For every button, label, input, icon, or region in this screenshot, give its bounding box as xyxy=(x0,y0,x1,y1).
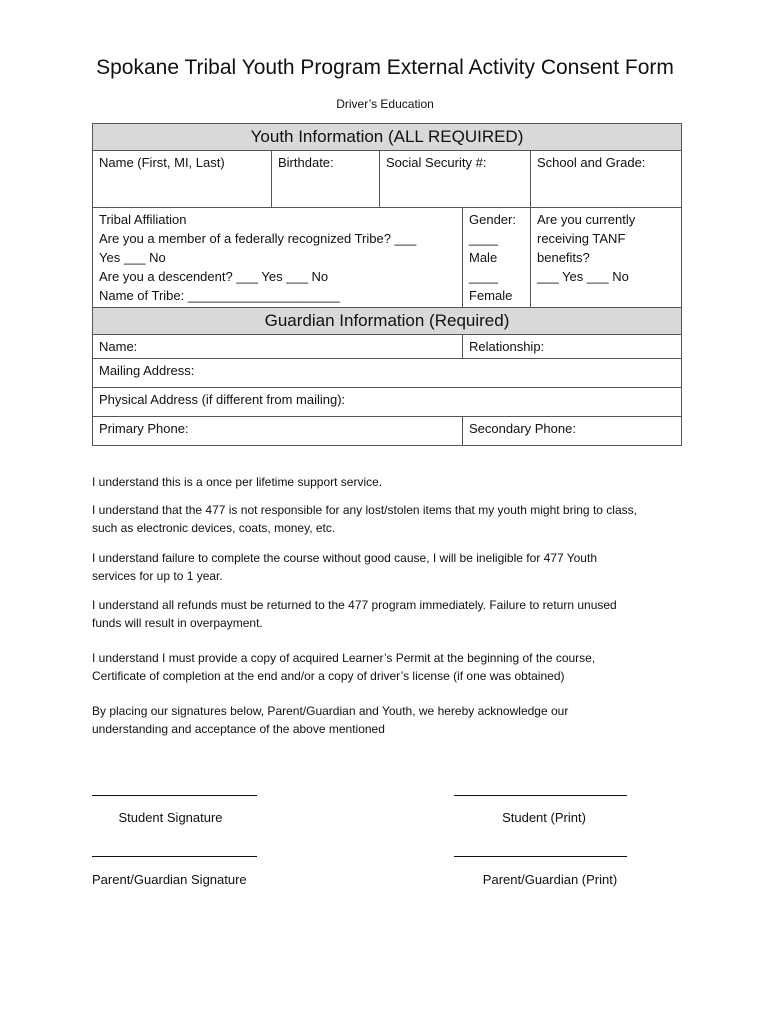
statement-acknowledgement xyxy=(92,702,692,738)
physical-address-field[interactable] xyxy=(93,388,682,417)
gender-female-option: ____ Female xyxy=(469,269,513,303)
student-signature-line[interactable] xyxy=(92,795,257,796)
statement-lifetime xyxy=(92,473,692,491)
statement-line: funds will result in overpayment. xyxy=(92,616,263,630)
ssn-label: Social Security #: xyxy=(386,155,487,170)
youth-information-header: Youth Information (ALL REQUIRED) xyxy=(93,124,682,151)
secondary-phone-field[interactable] xyxy=(463,417,682,446)
guardian-signature-label: Parent/Guardian Signature xyxy=(92,872,247,887)
tanf-options: ___ Yes ___ No xyxy=(537,269,629,284)
member-question: Are you a member of a federally recognized Tribe? ___ xyxy=(99,231,417,246)
gender-male-option: ____ Male xyxy=(469,231,498,265)
secondary-phone-label: Secondary Phone: xyxy=(469,421,576,436)
gender-label: Gender: xyxy=(469,212,516,227)
tribal-affiliation-field[interactable] xyxy=(93,208,463,308)
tanf-question-line-2: receiving TANF xyxy=(537,231,626,246)
member-options: Yes ___ No xyxy=(99,250,166,265)
statement-line: I understand all refunds must be returned to the 477 program immediately. Failure to return unused xyxy=(92,598,617,612)
statement-line: I understand I must provide a copy of acquired Learner’s Permit at the beginning of the course, xyxy=(92,651,596,665)
relationship-label: Relationship: xyxy=(469,339,545,354)
relationship-field[interactable] xyxy=(463,335,682,359)
guardian-information-header: Guardian Information (Required) xyxy=(93,308,682,335)
statement-permit xyxy=(92,649,692,685)
statement-line: I understand that the 477 is not responsible for any lost/stolen items that my youth might bring to class, xyxy=(92,503,637,517)
statement-line: I understand this is a once per lifetime support service. xyxy=(92,475,383,489)
statement-line: Certificate of completion at the end and/or a copy of driver’s license (if one was obtained) xyxy=(92,669,565,683)
statement-line: understanding and acceptance of the above mentioned xyxy=(92,722,385,736)
statement-lost-items xyxy=(92,501,692,537)
primary-phone-field[interactable] xyxy=(93,417,463,446)
tribe-name-line: Name of Tribe: _____________________ xyxy=(99,288,340,303)
guardian-signature-line[interactable] xyxy=(92,856,257,857)
school-grade-field[interactable] xyxy=(531,151,682,208)
ssn-field[interactable] xyxy=(380,151,531,208)
form-subtitle: Driver’s Education xyxy=(336,97,434,111)
tanf-question-line-3: benefits? xyxy=(537,250,590,265)
form-title: Spokane Tribal Youth Program External Activity Consent Form xyxy=(96,56,674,79)
mailing-address-field[interactable] xyxy=(93,359,682,388)
statement-line: I understand failure to complete the course without good cause, I will be ineligible for 477 Youth xyxy=(92,551,597,565)
guardian-name-field[interactable] xyxy=(93,335,463,359)
statement-line: such as electronic devices, coats, money, etc. xyxy=(92,521,336,535)
student-print-label: Student (Print) xyxy=(502,810,586,825)
tribal-affiliation-heading: Tribal Affiliation xyxy=(99,212,187,227)
birthdate-field[interactable] xyxy=(272,151,380,208)
youth-name-label: Name (First, MI, Last) xyxy=(99,155,225,170)
gender-field[interactable] xyxy=(463,208,531,308)
tanf-field[interactable] xyxy=(531,208,682,308)
guardian-print-line[interactable] xyxy=(454,856,627,857)
student-signature-label: Student Signature xyxy=(118,810,223,825)
information-table xyxy=(92,123,682,446)
statement-line: By placing our signatures below, Parent/Guardian and Youth, we hereby acknowledge our xyxy=(92,704,569,718)
student-print-line[interactable] xyxy=(454,795,627,796)
statement-course-completion xyxy=(92,549,692,585)
tanf-question-line-1: Are you currently xyxy=(537,212,636,227)
guardian-name-label: Name: xyxy=(99,339,138,354)
guardian-print-label: Parent/Guardian (Print) xyxy=(482,872,618,887)
birthdate-label: Birthdate: xyxy=(278,155,334,170)
statement-line: services for up to 1 year. xyxy=(92,569,223,583)
mailing-address-label: Mailing Address: xyxy=(99,363,195,378)
school-grade-label: School and Grade: xyxy=(537,155,646,170)
physical-address-label: Physical Address (if different from mailing): xyxy=(99,392,346,407)
youth-name-field[interactable] xyxy=(93,151,272,208)
statement-refunds xyxy=(92,596,692,632)
primary-phone-label: Primary Phone: xyxy=(99,421,189,436)
descendent-question: Are you a descendent? ___ Yes ___ No xyxy=(99,269,329,284)
